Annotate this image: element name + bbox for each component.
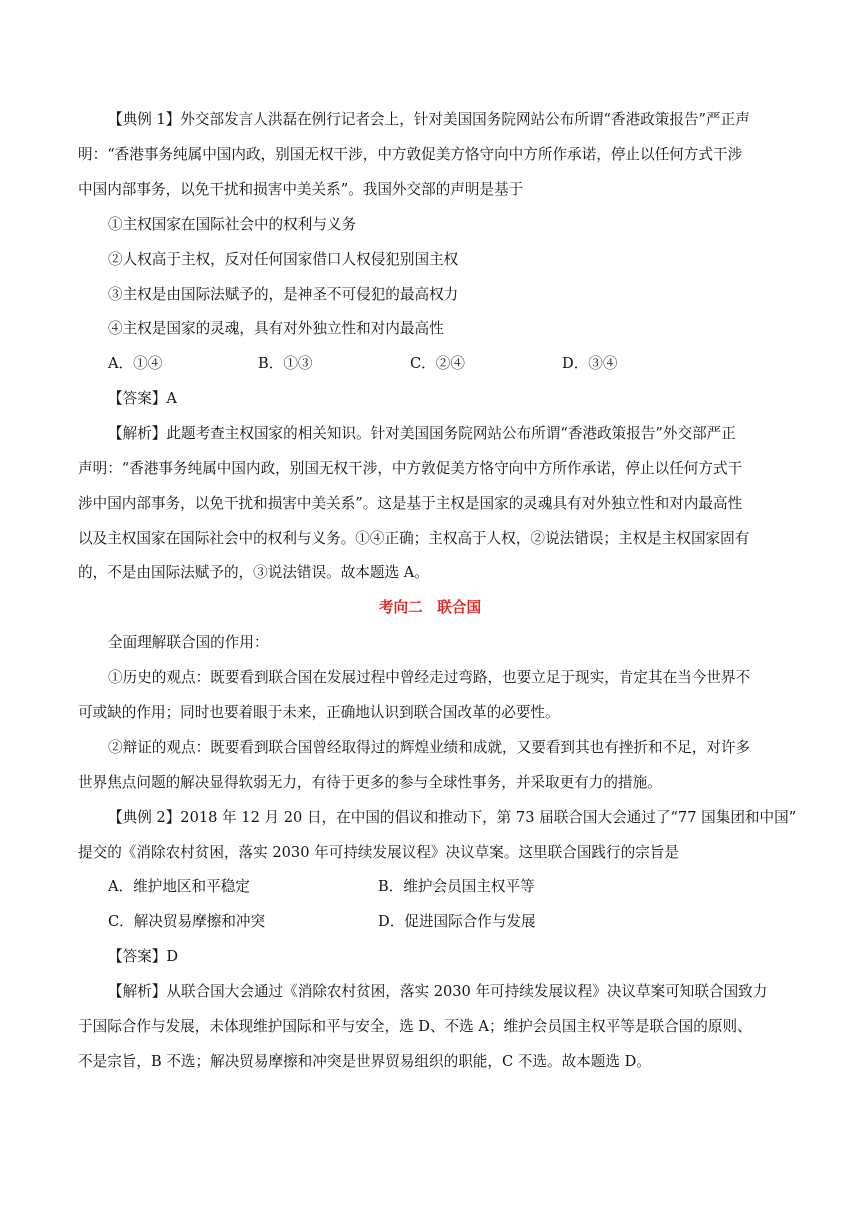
example1-analysis-line-2: 声明：“香港事务纯属中国内政，别国无权干涉，中方敦促美方恪守向中方所作承诺，停止以任何方式干 [78, 460, 743, 477]
example2-option-c: C．解决贸易摩擦和冲突 [108, 913, 266, 930]
example2-option-d: D．促进国际合作与发展 [378, 913, 536, 930]
section-heading: 考向二 联合国 [378, 599, 482, 616]
example2-analysis-line-1: 【解析】从联合国大会通过《消除农村贫困，落实 2030 年可持续发展议程》决议草案可知联合国致力 [108, 983, 768, 1000]
example1-item-3: ③主权是由国际法赋予的，是神圣不可侵犯的最高权力 [108, 286, 459, 303]
example2-analysis-line-3: 不是宗旨，B 不选；解决贸易摩擦和冲突是世界贸易组织的职能，C 不选。故本题选 D。 [78, 1053, 651, 1070]
example1-option-b: B．①③ [258, 355, 313, 372]
example2-analysis-line-2: 于国际合作与发展，未体现维护国际和平与安全，选 D、不选 A；维护会员国主权平等是联合国的原则、 [78, 1018, 752, 1035]
example1-analysis-line-3: 涉中国内部事务，以免干扰和损害中美关系”。这是基于主权是国家的灵魂具有对外独立性和对内最高性 [78, 495, 743, 512]
example2-option-a: A．维护地区和平稳定 [108, 878, 250, 895]
example1-option-c: C．②④ [410, 355, 465, 372]
example1-question-line-3: 中国内部事务，以免干扰和损害中美关系”。我国外交部的声明是基于 [78, 181, 524, 198]
example1-question-line-1: 【典例 1】外交部发言人洪磊在例行记者会上，针对美国国务院网站公布所谓“香港政策报告”严正声 [108, 111, 750, 128]
un-historical-line-1: ①历史的观点：既要看到联合国在发展过程中曾经走过弯路，也要立足于现实，肯定其在当今世界不 [108, 669, 751, 686]
example2-answer: 【答案】D [108, 948, 179, 965]
example2-option-b: B．维护会员国主权平等 [378, 878, 535, 895]
example1-answer: 【答案】A [108, 390, 177, 407]
example1-analysis-line-1: 【解析】此题考查主权国家的相关知识。针对美国国务院网站公布所谓“香港政策报告”外交部严正 [108, 425, 736, 442]
example1-item-2: ②人权高于主权，反对任何国家借口人权侵犯别国主权 [108, 251, 459, 268]
un-dialectical-line-2: 世界焦点问题的解决显得软弱无力，有待于更多的参与全球性事务，并采取更有力的措施。 [78, 774, 662, 791]
example1-option-a: A．①④ [108, 355, 163, 372]
example2-question-line-2: 提交的《消除农村贫困，落实 2030 年可持续发展议程》决议草案。这里联合国践行的宗旨是 [78, 844, 679, 861]
un-historical-line-2: 可或缺的作用；同时也要着眼于未来，正确地认识到联合国改革的必要性。 [78, 704, 560, 721]
example2-question-line-1: 【典例 2】2018 年 12 月 20 日，在中国的倡议和推动下，第 73 届联合国大会通过了“77 国集团和中国” [108, 809, 797, 826]
example1-analysis-line-5: 的，不是由国际法赋予的，③说法错误。故本题选 A。 [78, 564, 429, 581]
un-intro: 全面理解联合国的作用： [108, 634, 269, 651]
example1-item-4: ④主权是国家的灵魂，具有对外独立性和对内最高性 [108, 320, 444, 337]
example1-analysis-line-4: 以及主权国家在国际社会中的权利与义务。①④正确；主权高于人权，②说法错误；主权是主权国家固有 [78, 530, 750, 547]
un-dialectical-line-1: ②辩证的观点：既要看到联合国曾经取得过的辉煌业绩和成就，又要看到其也有挫折和不足，对许多 [108, 739, 751, 756]
example1-option-d: D．③④ [562, 355, 618, 372]
example1-question-line-2: 明：“香港事务纯属中国内政，别国无权干涉，中方敦促美方恪守向中方所作承诺，停止以任何方式干涉 [78, 146, 743, 163]
example1-item-1: ①主权国家在国际社会中的权利与义务 [108, 216, 357, 233]
